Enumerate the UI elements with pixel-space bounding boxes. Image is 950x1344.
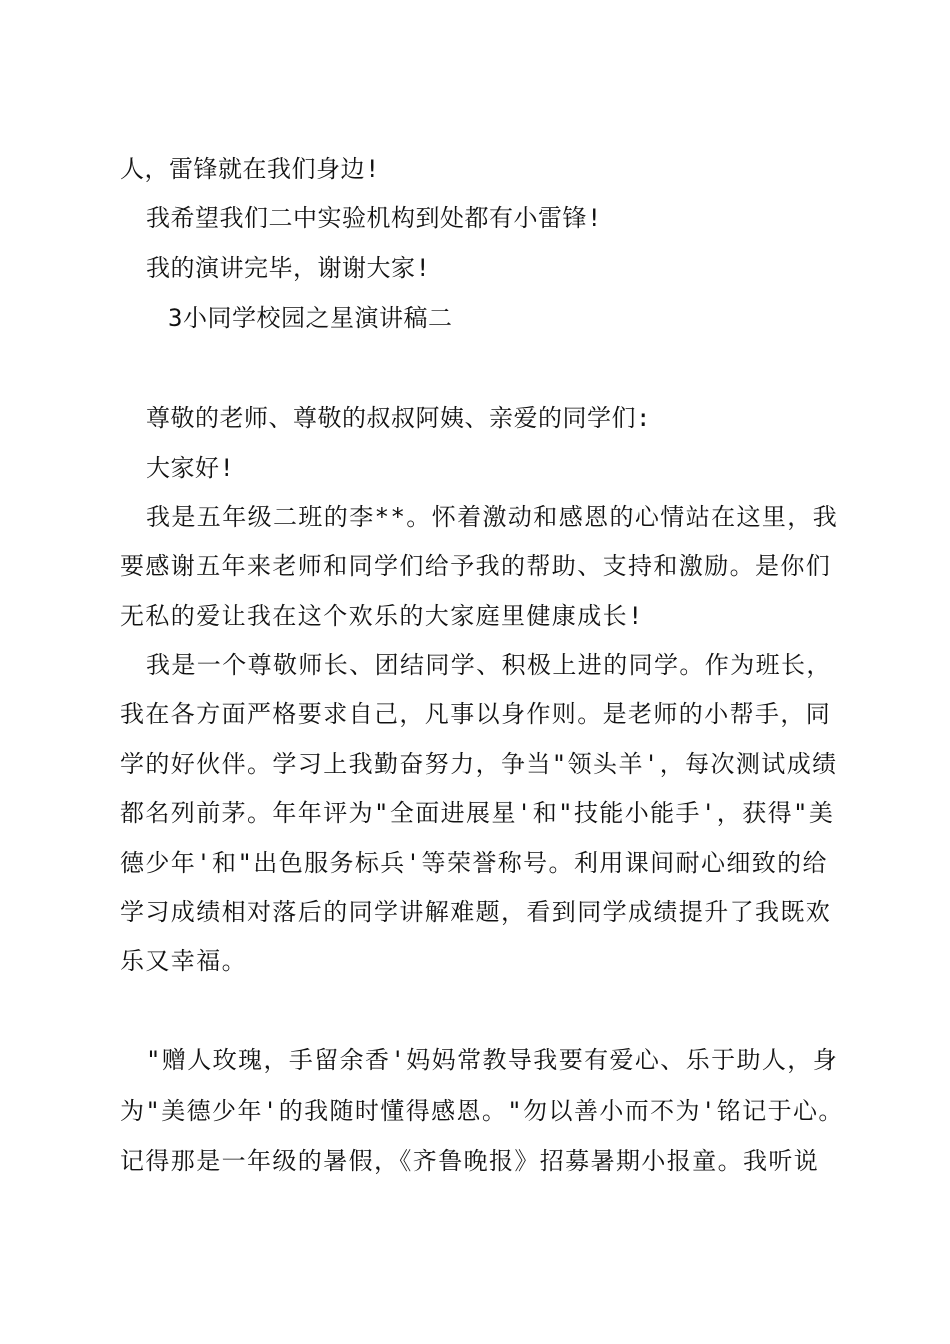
paragraph-3-line-2: 为"美德少年'的我随时懂得感恩。"勿以善小而不为'铭记于心。	[120, 1097, 844, 1125]
section-heading: 3小同学校园之星演讲稿二	[168, 304, 453, 332]
text-line-2: 我希望我们二中实验机构到处都有小雷锋!	[146, 204, 602, 232]
paragraph-1-line-3: 无私的爱让我在这个欢乐的大家庭里健康成长!	[120, 602, 644, 630]
paragraph-2-line-1: 我是一个尊敬师长、团结同学、积极上进的同学。作为班长，	[146, 651, 832, 679]
paragraph-2-line-3: 学的好伙伴。学习上我勤奋努力，争当"领头羊'，每次测试成绩	[120, 750, 838, 778]
text-line-3: 我的演讲完毕，谢谢大家!	[146, 254, 431, 282]
text-line-1: 人，雷锋就在我们身边!	[120, 155, 380, 183]
paragraph-2-line-4: 都名列前茅。年年评为"全面进展星'和"技能小能手'，获得"美	[120, 799, 835, 827]
paragraph-2-line-2: 我在各方面严格要求自己，凡事以身作则。是老师的小帮手，同	[120, 700, 832, 728]
paragraph-2-line-6: 学习成绩相对落后的同学讲解难题，看到同学成绩提升了我既欢	[120, 898, 832, 926]
paragraph-2-line-7: 乐又幸福。	[120, 947, 247, 975]
paragraph-2-line-5: 德少年'和"出色服务标兵'等荣誉称号。利用课间耐心细致的给	[120, 849, 828, 877]
salutation: 尊敬的老师、尊敬的叔叔阿姨、亲爱的同学们:	[146, 404, 651, 432]
greeting: 大家好!	[146, 454, 235, 482]
paragraph-3-line-1: "赠人玫瑰，手留余香'妈妈常教导我要有爱心、乐于助人，身	[146, 1046, 839, 1074]
paragraph-3-line-3: 记得那是一年级的暑假，《齐鲁晚报》招募暑期小报童。我听说	[120, 1147, 820, 1175]
paragraph-1-line-2: 要感谢五年来老师和同学们给予我的帮助、支持和激励。是你们	[120, 552, 832, 580]
paragraph-1-line-1: 我是五年级二班的李**。怀着激动和感恩的心情站在这里，我	[146, 503, 839, 531]
